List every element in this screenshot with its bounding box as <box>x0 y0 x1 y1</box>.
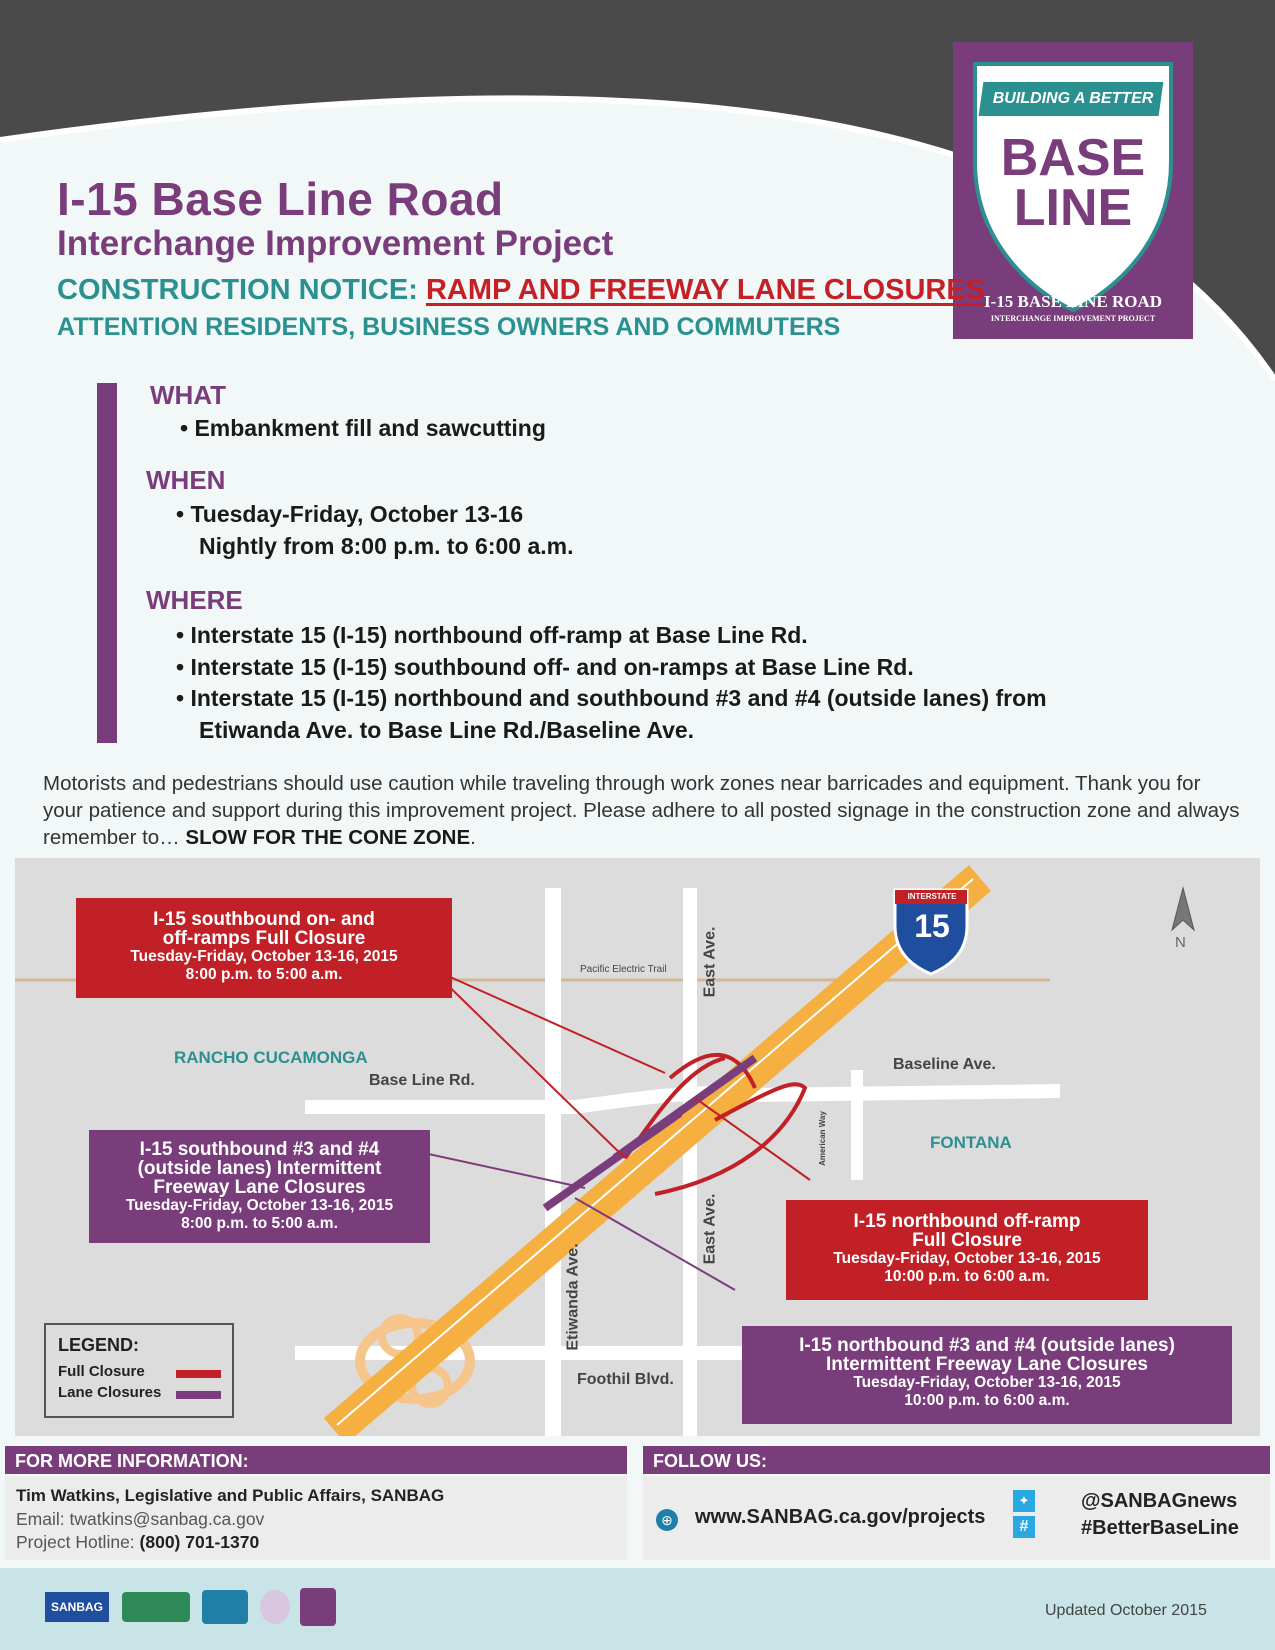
footer <box>0 1568 1275 1650</box>
callout-nb-ramp-closure <box>786 1200 1148 1300</box>
callout-line: 10:00 p.m. to 6:00 a.m. <box>904 1392 1070 1409</box>
logo-subcaption: INTERCHANGE IMPROVEMENT PROJECT <box>990 314 1156 323</box>
email-label: Email: <box>16 1509 70 1529</box>
shield-top-label: INTERSTATE <box>907 892 957 901</box>
where-item-cont: Etiwanda Ave. to Base Line Rd./Baseline Ave. <box>199 717 695 743</box>
more-info-box <box>5 1476 627 1560</box>
callout-line: I-15 southbound on- and <box>153 909 375 930</box>
when-item-cont: Nightly from 8:00 p.m. to 6:00 a.m. <box>199 533 574 559</box>
city-fontana: FONTANA <box>930 1133 1012 1152</box>
street-pacific-trail: Pacific Electric Trail <box>580 964 667 975</box>
street-etiwanda: Etiwanda Ave. <box>564 1243 582 1351</box>
section-accent-bar <box>97 383 117 743</box>
hotline-label: Project Hotline: <box>16 1532 140 1552</box>
legend-lane-closures-label: Lane Closures <box>58 1384 162 1401</box>
sanbag-logo: SANBAG <box>45 1592 109 1622</box>
hashtag-text[interactable]: #BetterBaseLine <box>1081 1517 1239 1539</box>
callout-line: Intermittent Freeway Lane Closures <box>825 1354 1149 1375</box>
legend-title: LEGEND: <box>58 1335 139 1355</box>
callout-line: Tuesday-Friday, October 13-16, 2015 <box>853 1374 1121 1391</box>
page-subtitle: Interchange Improvement Project <box>57 224 614 263</box>
logo-word-line: LINE <box>1013 179 1133 237</box>
closure-map <box>15 858 1260 1436</box>
callout-nb-lane-closures <box>742 1326 1232 1424</box>
callout-line: Full Closure <box>912 1230 1022 1251</box>
logo-caption: I-15 BASE LINE ROAD <box>983 292 1163 311</box>
where-item: • Interstate 15 (I-15) northbound off-ramp at Base Line Rd. <box>176 622 808 648</box>
what-item: • Embankment fill and sawcutting <box>180 415 546 441</box>
street-east-ave-bottom: East Ave. <box>701 1193 719 1265</box>
callout-line: I-15 southbound #3 and #4 <box>139 1139 380 1160</box>
caution-end: . <box>470 826 476 849</box>
email-link[interactable]: twatkins@sanbag.ca.gov <box>69 1509 265 1529</box>
callout-sb-ramps-closure <box>76 898 452 998</box>
when-item: • Tuesday-Friday, October 13-16 <box>176 501 524 527</box>
logo-banner: BUILDING A BETTER <box>992 90 1154 107</box>
cone-zone-emphasis: SLOW FOR THE CONE ZONE <box>185 826 471 849</box>
notice-prefix: CONSTRUCTION NOTICE: <box>57 274 426 306</box>
hotline-number[interactable]: (800) 701-1370 <box>139 1532 260 1552</box>
callout-line: 8:00 p.m. to 5:00 a.m. <box>181 1215 338 1232</box>
partner-logo-icon <box>122 1592 190 1622</box>
street-foothill: Foothil Blvd. <box>577 1371 674 1388</box>
contact-name: Tim Watkins, Legislative and Public Affairs, SANBAG <box>16 1486 445 1505</box>
follow-us-box <box>643 1476 1270 1560</box>
twitter-icon: ✦ <box>1013 1490 1035 1512</box>
hashtag-icon: # <box>1013 1516 1035 1538</box>
caution-paragraph <box>43 770 1243 851</box>
updated-date: Updated October 2015 <box>1045 1602 1207 1619</box>
street-american-way: American Way <box>817 1111 827 1166</box>
street-baseline-ave: Baseline Ave. <box>893 1056 996 1073</box>
logo-word-base: BASE <box>1000 129 1146 187</box>
legend-lane-closures-swatch <box>176 1391 221 1399</box>
where-item: • Interstate 15 (I-15) northbound and southbound #3 and #4 (outside lanes) from <box>176 685 1047 711</box>
callout-line: (outside lanes) Intermittent <box>137 1158 382 1179</box>
callout-line: 10:00 p.m. to 6:00 a.m. <box>884 1268 1050 1285</box>
callout-sb-lane-closures <box>89 1130 430 1243</box>
where-item: • Interstate 15 (I-15) southbound off- and on-ramps at Base Line Rd. <box>176 654 914 680</box>
caltrans-logo-icon <box>202 1590 248 1624</box>
contact-email-row <box>16 1509 264 1530</box>
street-east-ave-top: East Ave. <box>701 926 719 998</box>
baseline-badge-icon <box>300 1588 336 1626</box>
legend-full-closure-swatch <box>176 1370 221 1378</box>
map-legend <box>44 1323 234 1418</box>
follow-us-header: FOLLOW US: <box>643 1446 1270 1474</box>
callout-line: off-ramps Full Closure <box>162 928 366 949</box>
when-heading: WHEN <box>146 465 226 495</box>
page-title: I-15 Base Line Road <box>57 173 504 225</box>
project-logo <box>953 42 1193 339</box>
twitter-handle[interactable]: @SANBAGnews <box>1081 1490 1238 1512</box>
shield-number: 15 <box>914 908 950 944</box>
city-rancho-cucamonga: RANCHO CUCAMONGA <box>174 1048 368 1067</box>
caution-text: Motorists and pedestrians should use caution while traveling through work zones near barricades and equipment. Thank you for your patience and support during this improvement project. Please adhere to all posted signage in the construction zone and always remember to… <box>43 772 1240 849</box>
hotline-row <box>16 1532 259 1553</box>
callout-line: Freeway Lane Closures <box>153 1177 366 1198</box>
callout-line: I-15 northbound off-ramp <box>853 1211 1081 1232</box>
city-seal-icon <box>260 1590 290 1624</box>
attention-line: ATTENTION RESIDENTS, BUSINESS OWNERS AND COMMUTERS <box>57 313 841 341</box>
callout-line: I-15 northbound #3 and #4 (outside lanes) <box>799 1335 1175 1356</box>
what-heading: WHAT <box>150 380 227 410</box>
where-heading: WHERE <box>146 585 243 615</box>
globe-icon: ⊕ <box>656 1509 678 1531</box>
website-link[interactable]: www.SANBAG.ca.gov/projects <box>695 1506 986 1528</box>
notice-highlight: RAMP AND FREEWAY LANE CLOSURES <box>425 274 986 306</box>
north-label: N <box>1175 934 1186 951</box>
callout-line: Tuesday-Friday, October 13-16, 2015 <box>833 1250 1101 1267</box>
callout-line: 8:00 p.m. to 5:00 a.m. <box>185 966 343 983</box>
street-base-line-rd: Base Line Rd. <box>369 1072 475 1089</box>
callout-line: Tuesday-Friday, October 13-16, 2015 <box>125 1197 394 1214</box>
legend-full-closure-label: Full Closure <box>58 1363 145 1380</box>
more-info-header: FOR MORE INFORMATION: <box>5 1446 627 1474</box>
construction-notice <box>57 274 985 307</box>
callout-line: Tuesday-Friday, October 13-16, 2015 <box>130 948 398 965</box>
